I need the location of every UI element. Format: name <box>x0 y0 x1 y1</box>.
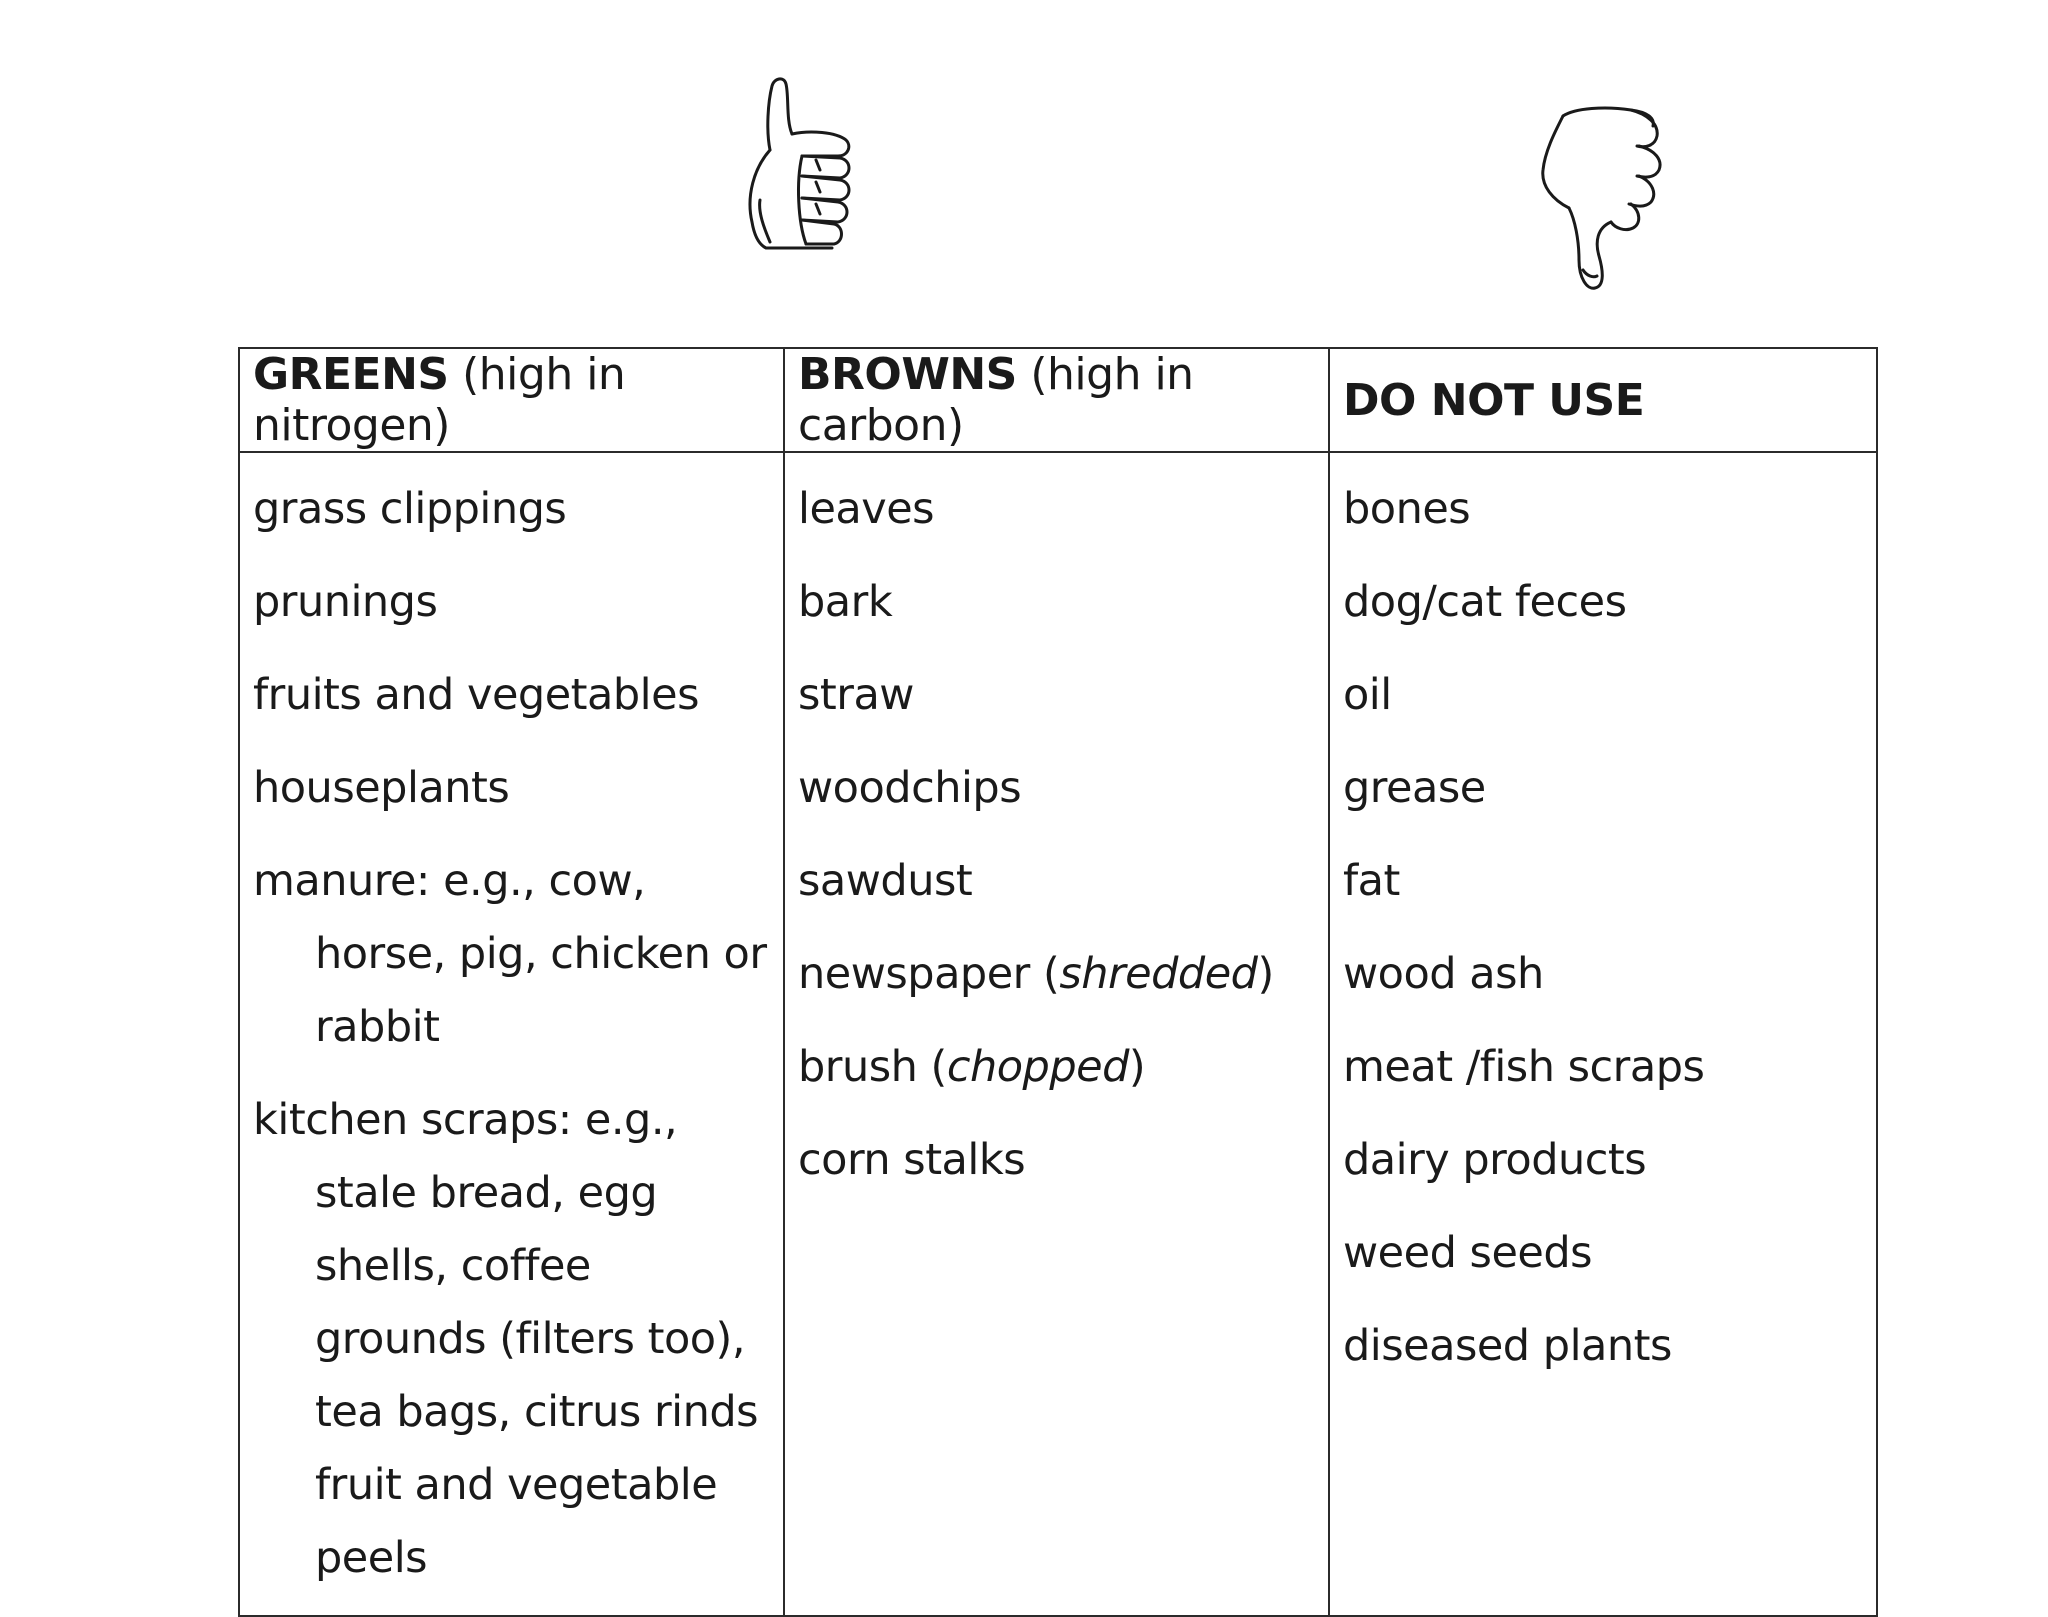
list-item: bones <box>1343 484 1471 534</box>
do-not-use-header-title: DO NOT USE <box>1343 374 1645 426</box>
list-item: kitchen scraps: e.g., stale bread, egg shells, coffee grounds (filters too), tea bags, citrus rinds fruit and vegetable peels <box>253 1095 759 1583</box>
list-item: dog/cat feces <box>1343 577 1627 627</box>
greens-column <box>239 452 784 1616</box>
greens-header-subtitle: (high in nitrogen) <box>253 349 626 451</box>
list-item: grease <box>1343 763 1486 813</box>
item-close: ) <box>1128 1042 1146 1092</box>
list-item: fat <box>1343 856 1400 906</box>
list-item: sawdust <box>798 856 973 906</box>
list-item: meat /fish scraps <box>1343 1042 1705 1092</box>
do-not-use-header <box>1329 348 1877 452</box>
do-not-use-column <box>1329 452 1877 1616</box>
list-item: manure: e.g., cow, horse, pig, chicken or rabbit <box>253 856 767 1052</box>
list-item: straw <box>798 670 914 720</box>
list-item: grass clippings <box>253 484 567 534</box>
item-text: brush ( <box>798 1042 947 1092</box>
list-item: fruits and vegetables <box>253 670 699 720</box>
list-item: prunings <box>253 577 438 627</box>
list-item: bark <box>798 577 893 627</box>
browns-header-subtitle: (high in carbon) <box>798 349 1194 451</box>
greens-header-title: GREENS <box>253 349 449 400</box>
list-item: corn stalks <box>798 1135 1026 1185</box>
greens-header <box>239 348 784 452</box>
thumbs-down-icon <box>1535 100 1670 295</box>
browns-column <box>784 452 1329 1616</box>
item-note: chopped <box>946 1042 1129 1092</box>
list-item <box>798 1031 1318 1104</box>
compost-ingredients-table <box>238 347 1878 1617</box>
list-item: leaves <box>798 484 935 534</box>
browns-header-title: BROWNS <box>798 349 1017 400</box>
list-item: dairy products <box>1343 1135 1647 1185</box>
list-item <box>798 938 1318 1011</box>
item-close: ) <box>1257 949 1274 999</box>
item-text: newspaper ( <box>798 949 1060 999</box>
list-item: houseplants <box>253 763 510 813</box>
list-item: woodchips <box>798 763 1022 813</box>
list-item: wood ash <box>1343 949 1544 999</box>
list-item: diseased plants <box>1343 1321 1672 1371</box>
item-note: shredded <box>1059 949 1258 999</box>
thumbs-up-icon <box>740 72 860 252</box>
browns-header <box>784 348 1329 452</box>
list-item: weed seeds <box>1343 1228 1593 1278</box>
table-header-row <box>239 348 1877 452</box>
list-item: oil <box>1343 670 1392 720</box>
table-row <box>239 452 1877 1616</box>
